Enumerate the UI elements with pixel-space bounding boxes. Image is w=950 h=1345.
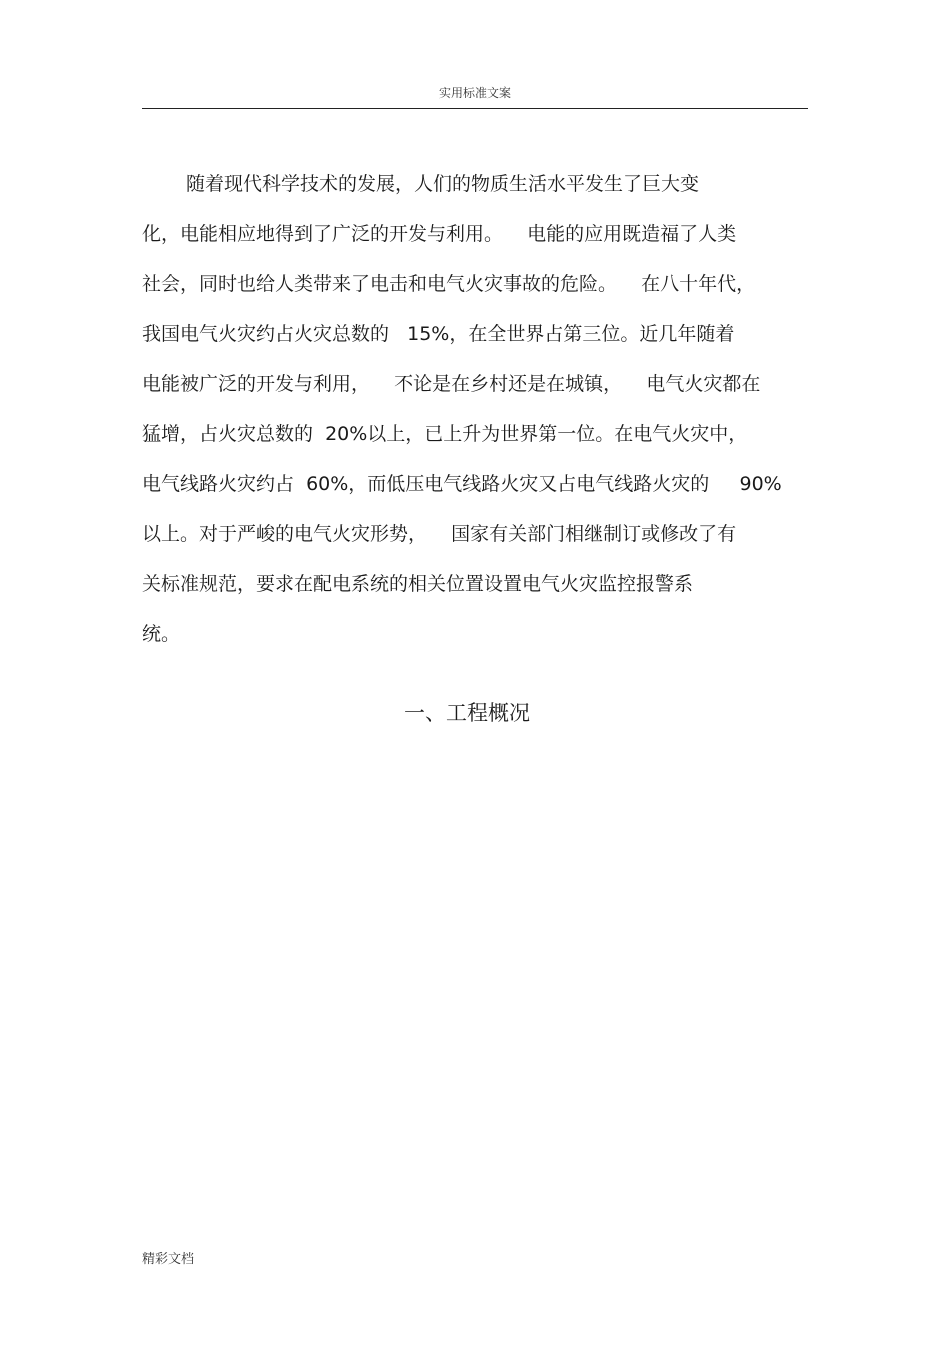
section-heading: 一、工程概况: [404, 701, 530, 725]
header-divider: [142, 108, 808, 109]
paragraph-line: 关标准规范，要求在配电系统的相关位置设置电气火灾监控报警系: [142, 573, 694, 595]
paragraph-line: 随着现代科学技术的发展，人们的物质生活水平发生了巨大变: [186, 173, 700, 195]
paragraph-line: 以上。对于严峻的电气火灾形势， 国家有关部门相继制订或修改了有: [142, 523, 737, 545]
paragraph-line: 统。: [142, 623, 181, 645]
page-footer: 精彩文档: [142, 1252, 195, 1267]
paragraph-line: 电气线路火灾约占 60%，而低压电气线路火灾又占电气线路火灾的 90%: [142, 473, 782, 495]
page-header: 实用标准文案: [438, 86, 511, 100]
paragraph-line: 电能被广泛的开发与利用， 不论是在乡村还是在城镇， 电气火灾都在: [142, 373, 761, 395]
paragraph-line: 化，电能相应地得到了广泛的开发与利用。 电能的应用既造福了人类: [142, 223, 737, 245]
paragraph-line: 我国电气火灾约占火灾总数的 15%，在全世界占第三位。近几年随着: [142, 323, 735, 345]
paragraph-line: 猛增，占火灾总数的 20%以上，已上升为世界第一位。在电气火灾中，: [142, 423, 748, 445]
paragraph-line: 社会，同时也给人类带来了电击和电气火灾事故的危险。 在八十年代，: [142, 273, 756, 295]
